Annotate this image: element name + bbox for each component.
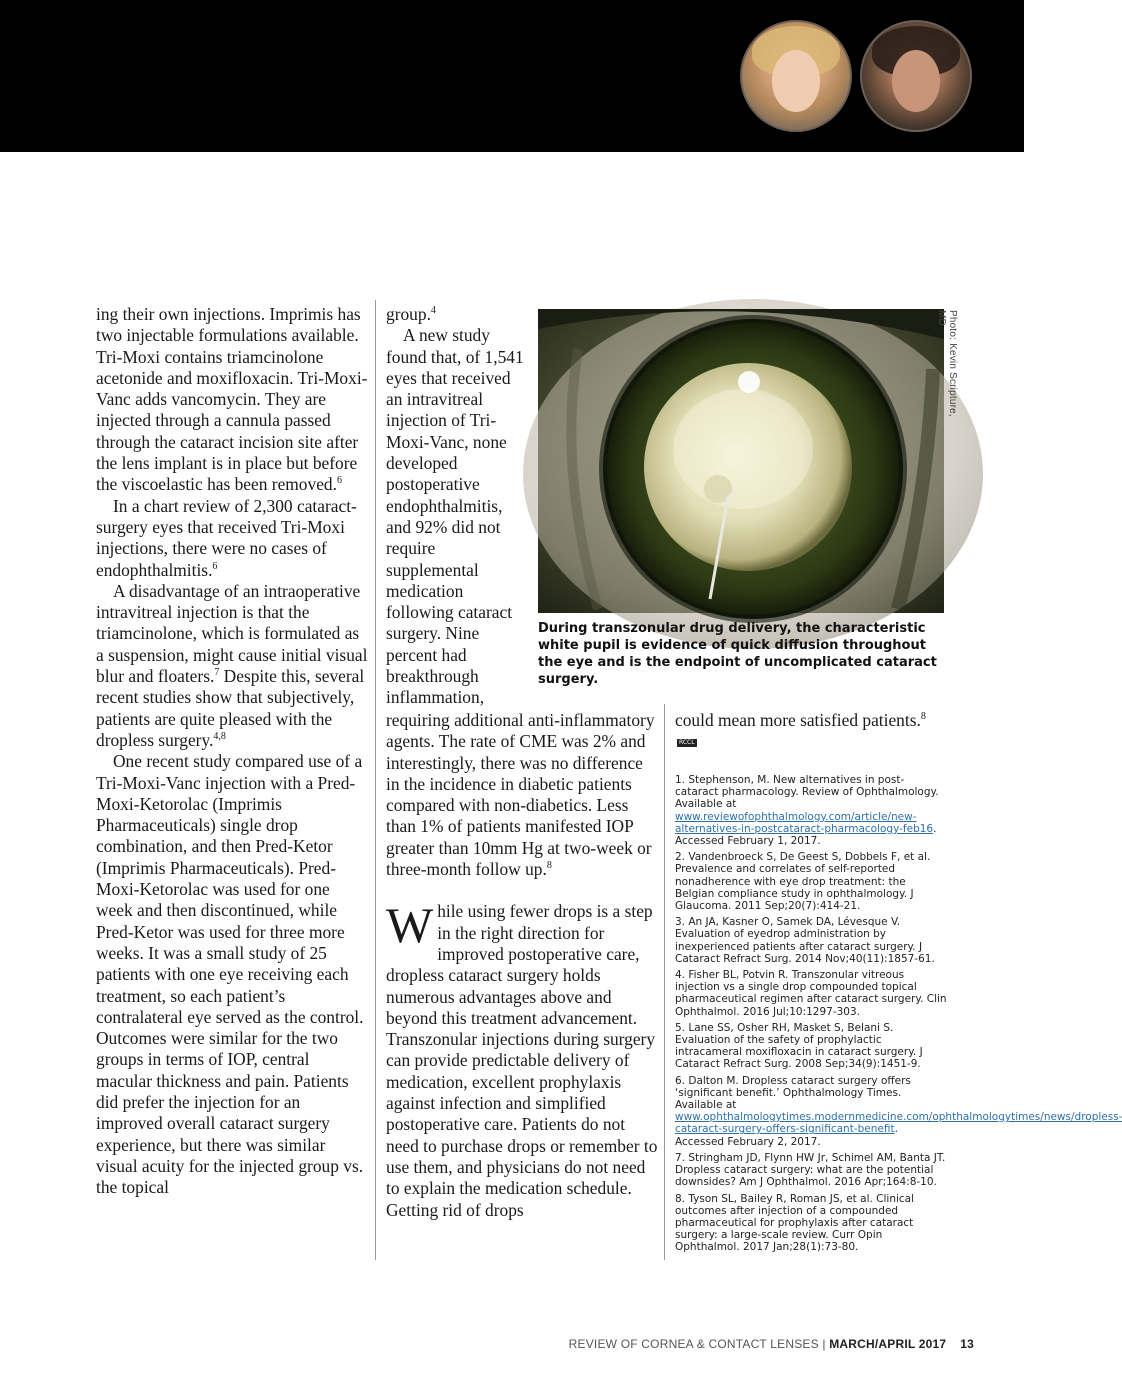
body-column-2-upper [386,304,526,709]
citation: 6 [212,560,218,572]
reference-item [675,1074,1122,1148]
citation: 8 [546,860,552,872]
page-footer [560,1337,974,1351]
paragraph-text: hile using fewer drops is a step in the right direction for improved postoperative care, dropless cataract surgery holds numerous advantages above and beyond this treatment advancement. Transzonular injections during surgery can provide predictable delivery of medication, excellent prophylaxis against infection and simplified postoperative care. Patients do not need to purchase drops or remember to use them, and physicians do not need to explain the medication schedule. Getting rid of drops [386,901,658,1220]
paragraph [386,304,526,325]
paragraph [386,325,526,708]
reference-text: 1. Stephenson, M. New alternatives in post-cataract pharmacology. Review of Ophthalmology. Available at [675,774,939,811]
end-mark-icon: RCCL [679,739,695,747]
paragraph-text: requiring additional anti-inflammatory agents. The rate of CME was 2% and interestingly, there was no difference in the incidence in diabetic patients compared with non-diabetics. Less than 1% of patients manifested IOP greater than 10mm Hg at two-week or three-month follow up. [386,710,655,880]
paragraph [386,710,658,880]
body-column-1 [96,304,368,1198]
reference-text: 5. Lane SS, Osher RH, Masket S, Belani S. Evaluation of the safety of prophylactic intracameral moxifloxacin in cataract surgery. J Cataract Refract Surg. 2008 Sep;34(9):1451-9. [675,1021,923,1071]
paragraph [675,710,947,753]
reference-text: . Accessed February 1, 2017. [675,822,937,848]
body-column-3 [675,710,947,753]
reference-link[interactable]: www.reviewofophthalmology.com/article/new-alternatives-in-postcataract-pharmacology-feb16 [675,810,934,835]
paragraph [386,897,658,1220]
author-photo-1 [740,20,852,132]
paragraph-text: could mean more satisfied patients. [675,710,921,730]
reference-item [675,851,947,912]
reference-item [675,774,947,847]
reference-item [675,1193,947,1254]
author-photo-2 [860,20,972,132]
reference-text: . Accessed February 2, 2017. [675,1123,898,1148]
paragraph-text: A disadvantage of an intraoperative intravitreal injection is that the triamcinolone, which is formulated as a suspension, might cause initial visual blur and floaters. [96,580,368,687]
reference-text: 6. Dalton M. Dropless cataract surgery offers ‘significant benefit.’ Ophthalmology Times. Available at [675,1074,911,1112]
body-column-2-lower [386,710,658,1221]
citation: 6 [336,475,342,487]
citation: 4,8 [213,731,226,743]
references-list [675,774,1122,1258]
reference-text: 3. An JA, Kasner O, Samek DA, Lévesque V. Evaluation of eyedrop administration by inexperienced patients after cataract surgery. J Cataract Refract Surg. 2014 Nov;40(11):1857-61. [675,916,935,965]
paragraph-text: A new study found that, of 1,541 eyes that received an intravitreal injection of Tri-Moxi-Vanc, none developed postoperative endophthalmitis, and 92% did not require supplemental medication following cataract surgery. Nine percent had breakthrough inflammation, [386,325,524,708]
publication-name: REVIEW OF CORNEA & CONTACT LENSES | [568,1337,830,1351]
figure-caption: During transzonular drug delivery, the characteristic white pupil is evidence of quick diffusion throughout the eye and is the endpoint of uncomplicated cataract surgery. [538,621,937,687]
header-band [0,0,1024,152]
reference-item [675,1022,947,1071]
reference-link[interactable]: www.ophthalmologytimes.modernmedicine.com/ophthalmologytimes/news/dropless-cataract-surgery-offers-significant-benefit [675,1111,1122,1136]
face-shape [892,50,940,112]
reference-item [675,969,947,1018]
paragraph-text: In a chart review of 2,300 cataract-surgery eyes that received Tri-Moxi injections, there were no cases of endophthalmitis. [96,495,357,580]
paragraph-text: ing their own injections. Imprimis has two injectable formulations available. Tri-Moxi contains triamcinolone acetonide and moxifloxacin. Tri-Moxi-Vanc adds vancomycin. They are injected through a cannula passed through the cataract incision site after the lens implant is in place but before the viscoelastic has been removed. [96,304,368,495]
face-shape [772,50,820,112]
column-divider [375,300,376,1260]
paragraph-text: One recent study compared use of a Tri-Moxi-Vanc injection with a Pred-Moxi-Ketorolac (Imprimis Pharmaceuticals) single drop combination, and then Pred-Ketor (Imprimis Pharmaceuticals). Pred-Moxi-Ketorolac was used for one week and then discontinued, while Pred-Ketor was used for three more weeks. It was a small study of 25 patients with one eye receiving each treatment, so each patient’s contralateral eye served as the control. Outcomes were similar for the two groups in terms of IOP, central macular thickness and pain. Patients did prefer the injection for an improved overall cataract surgery experience, but there was similar visual acuity for the injected group vs. the topical [96,751,364,1198]
reference-text: 2. Vandenbroeck S, De Geest S, Dobbels F, et al. Prevalence and correlates of self-reported nonadherence with eye drop treatment: the Belgian compliance study in ophthalmology. J Glaucoma. 2011 Sep;20(7):414-21. [675,851,931,913]
paragraph [96,304,368,496]
photo-credit: Photo: Kevin Scripture, MD [936,310,958,417]
column-divider [664,704,665,1260]
eye-photo [538,309,944,613]
issue-date: MARCH/APRIL 2017 [829,1337,947,1351]
citation: 4 [430,305,436,317]
paragraph [96,751,368,1198]
citation: 8 [920,711,926,723]
eye-illustration [538,309,944,613]
reference-item [675,916,947,965]
paragraph-text: Despite this, several recent studies show that subjectively, patients are quite pleased with the dropless surgery. [96,666,365,750]
reference-item [675,1152,947,1189]
reference-text: 7. Stringham JD, Flynn HW Jr, Schimel AM, Banta JT. Dropless cataract surgery: what are the potential downsides? Am J Ophthalmol. 2016 Apr;164:8-10. [675,1151,946,1189]
drop-cap: W [386,897,434,954]
page-number: 13 [960,1337,974,1351]
paragraph-text: group. [386,304,431,324]
paragraph [96,581,368,751]
citation: 7 [214,667,220,679]
reference-text: 4. Fisher BL, Potvin R. Transzonular vitreous injection vs a single drop compounded topical pharmaceutical regimen after cataract surgery. Clin Ophthalmol. 2016 Jul;10:1297-303. [675,969,947,1018]
paragraph [96,496,368,581]
reference-text: 8. Tyson SL, Bailey R, Roman JS, et al. Clinical outcomes after injection of a compounded pharmaceutical for prophylaxis after cataract surgery: a large-scale review. Curr Opin Ophthalmol. 2017 Jan;28(1):73-80. [675,1192,915,1254]
